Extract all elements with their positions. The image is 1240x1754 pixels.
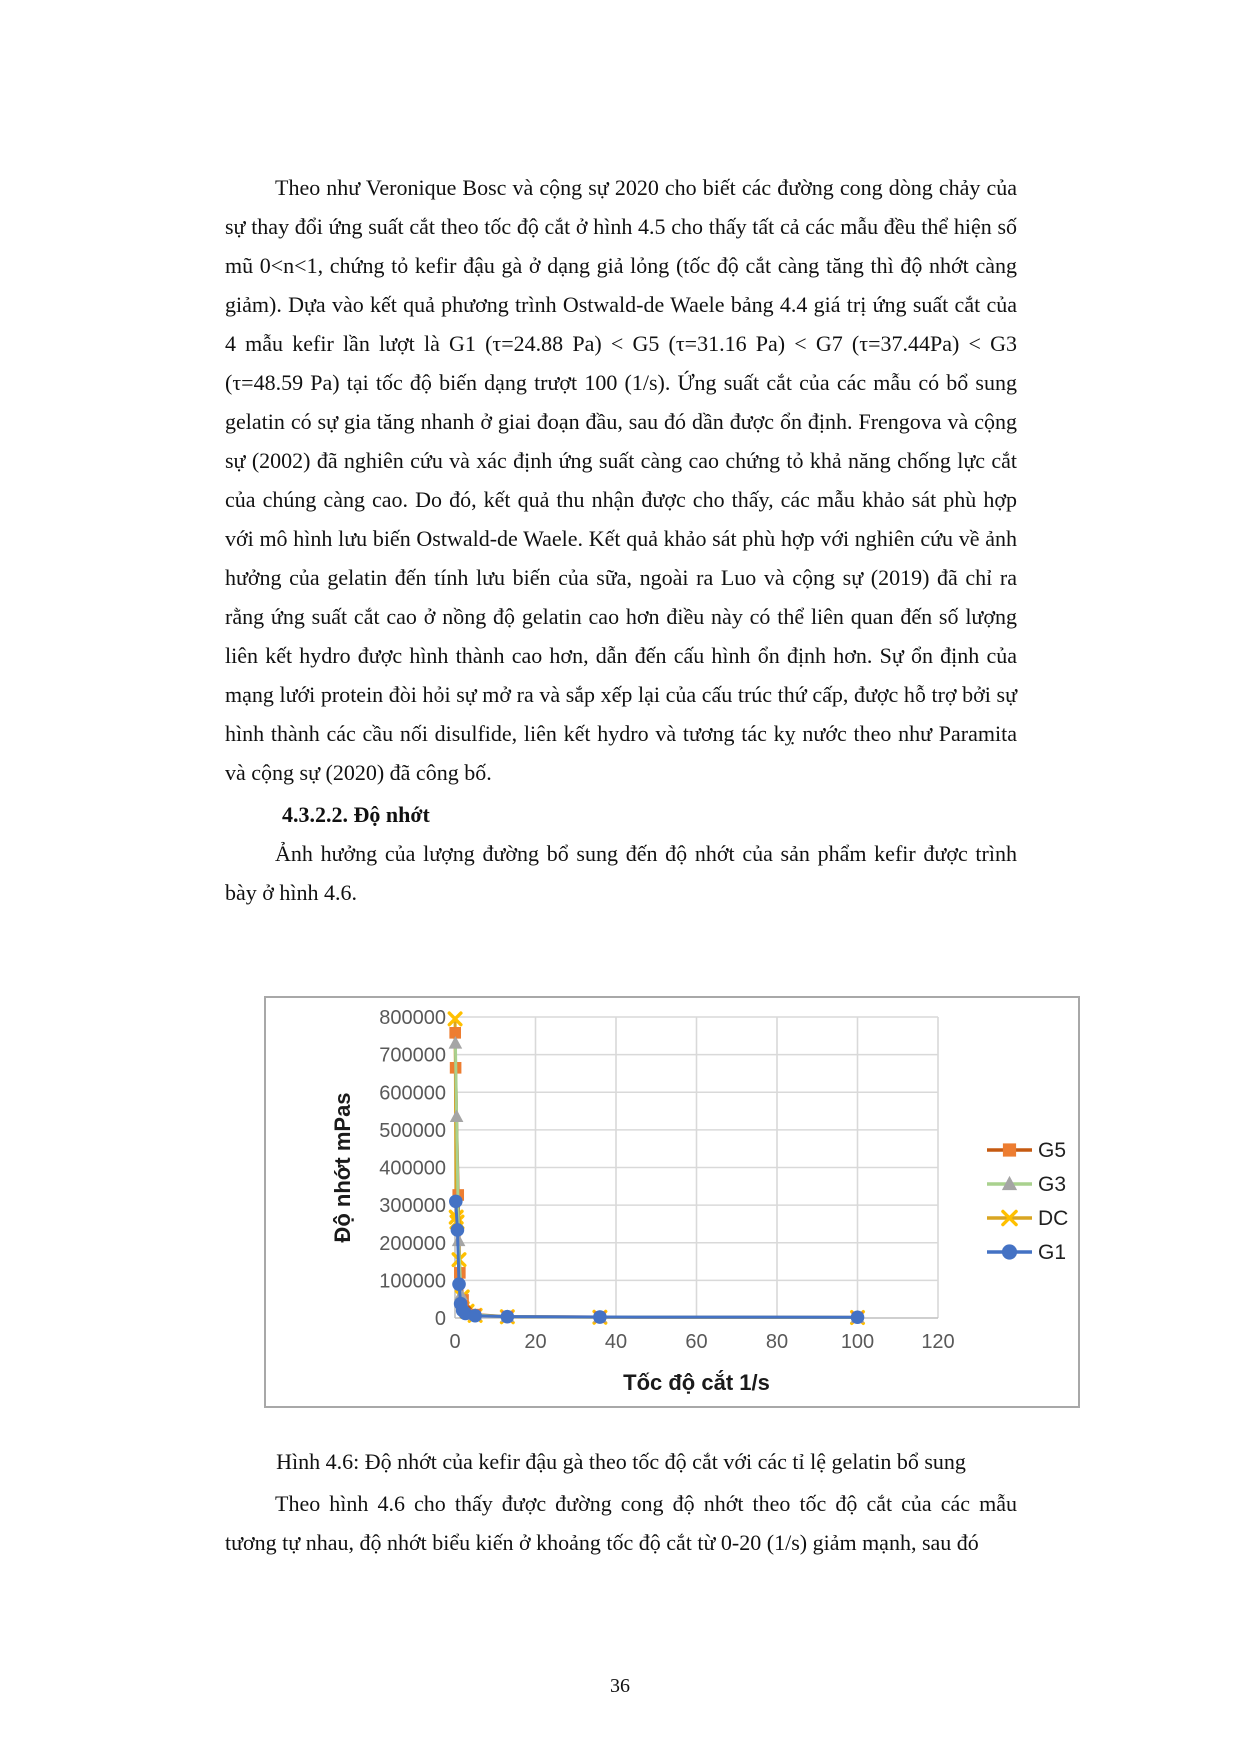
figure-caption: Hình 4.6: Độ nhớt của kefir đậu gà theo tốc độ cắt với các tỉ lệ gelatin bổ sung [276, 1449, 966, 1474]
y-tick-label: 600000 [379, 1082, 446, 1105]
x-tick-label: 40 [604, 1331, 628, 1353]
chart-legend [987, 1139, 1068, 1264]
x-tick-label: 20 [524, 1331, 547, 1353]
y-tick-label: 300000 [379, 1195, 446, 1218]
legend-entry-G5 [987, 1139, 1066, 1162]
paragraph-flow-curves: Theo như Veronique Bosc và cộng sự 2020 cho biết các đường cong dòng chảy của sự thay đổi ứng suất cắt theo tốc độ cắt ở hình 4.5 cho thấy tất cả các mẫu đều thể hiện số mũ 0<n<1, chứng tỏ kefir đậu gà ở dạng giả lỏng (tốc độ cắt càng tăng thì độ nhớt càng giảm). Dựa vào kết quả phương trình Ostwald-de Waele bảng 4.4 giá trị ứng suất cắt của 4 mẫu kefir lần lượt là G1 (τ=24.88 Pa) < G5 (τ=31.16 Pa) < G7 (τ=37.44Pa) < G3 (τ=48.59 Pa) tại tốc độ biến dạng trượt 100 (1/s). Ứng suất cắt của các mẫu có bổ sung gelatin có sự gia tăng nhanh ở giai đoạn đầu, sau đó dần được ổn định. Frengova và cộng sự (2002) đã nghiên cứu và xác định ứng suất càng cao chứng tỏ khả năng chống lực cắt của chúng càng cao. Do đó, kết quả thu nhận được cho thấy, các mẫu khảo sát phù hợp với mô hình lưu biến Ostwald-de Waele. Kết quả khảo sát phù hợp với nghiên cứu về ảnh hưởng của gelatin đến tính lưu biến của sữa, ngoài ra Luo và cộng sự (2019) đã chỉ ra rằng ứng suất cắt cao ở nồng độ gelatin cao hơn điều này có thể liên quan đến số lượng liên kết hydro được hình thành cao hơn, dẫn đến cấu hình ổn định hơn. Sự ổn định của mạng lưới protein đòi hỏi sự mở ra và sắp xếp lại của cấu trúc thứ cấp, được hỗ trợ bởi sự hình thành các cầu nối disulfide, liên kết hydro và tương tác kỵ nước theo như Paramita và cộng sự (2020) đã công bố. [225, 175, 1017, 785]
y-tick-label: 500000 [379, 1119, 446, 1142]
x-tick-label: 120 [921, 1331, 955, 1353]
y-tick-label: 200000 [379, 1232, 446, 1255]
y-axis-tick-labels [379, 1007, 446, 1330]
y-tick-label: 800000 [379, 1007, 446, 1029]
series-G5 [449, 1027, 863, 1323]
legend-entry-G3 [987, 1173, 1066, 1196]
legend-label: G5 [1038, 1139, 1067, 1162]
page-number: 36 [610, 1675, 630, 1697]
legend-entry-DC [987, 1207, 1068, 1230]
paragraph-discussion-viscosity: Theo hình 4.6 cho thấy được đường cong độ nhớt theo tốc độ cắt của các mẫu tương tự nhau, độ nhớt biểu kiến ở khoảng tốc độ cắt từ 0-20 (1/s) giảm mạnh, sau đó [225, 1491, 1017, 1555]
x-tick-label: 60 [685, 1331, 708, 1353]
y-tick-label: 400000 [379, 1157, 446, 1180]
legend-label: G3 [1038, 1173, 1067, 1196]
viscosity-chart-figure [264, 996, 1080, 1408]
legend-entry-G1 [987, 1241, 1066, 1264]
x-tick-label: 0 [449, 1331, 461, 1353]
section-heading-do-nhot: 4.3.2.2. Độ nhớt [282, 802, 430, 827]
series-G1 [449, 1195, 864, 1324]
x-tick-label: 80 [765, 1331, 789, 1353]
gridlines [455, 1017, 938, 1318]
x-axis-title: Tốc độ cắt 1/s [623, 1370, 770, 1395]
legend-label: G1 [1038, 1241, 1067, 1264]
x-tick-label: 100 [840, 1331, 875, 1353]
legend-label: DC [1038, 1207, 1069, 1230]
x-axis-tick-labels [449, 1331, 954, 1353]
y-tick-label: 0 [434, 1308, 446, 1330]
y-tick-label: 100000 [379, 1270, 446, 1293]
y-axis-title: Độ nhớt mPas [330, 1092, 355, 1243]
paragraph-intro-viscosity: Ảnh hưởng của lượng đường bổ sung đến độ nhớt của sản phẩm kefir được trình bày ở hình 4.6. [225, 841, 1017, 905]
viscosity-chart-svg [266, 998, 1078, 1406]
y-tick-label: 700000 [379, 1044, 446, 1067]
